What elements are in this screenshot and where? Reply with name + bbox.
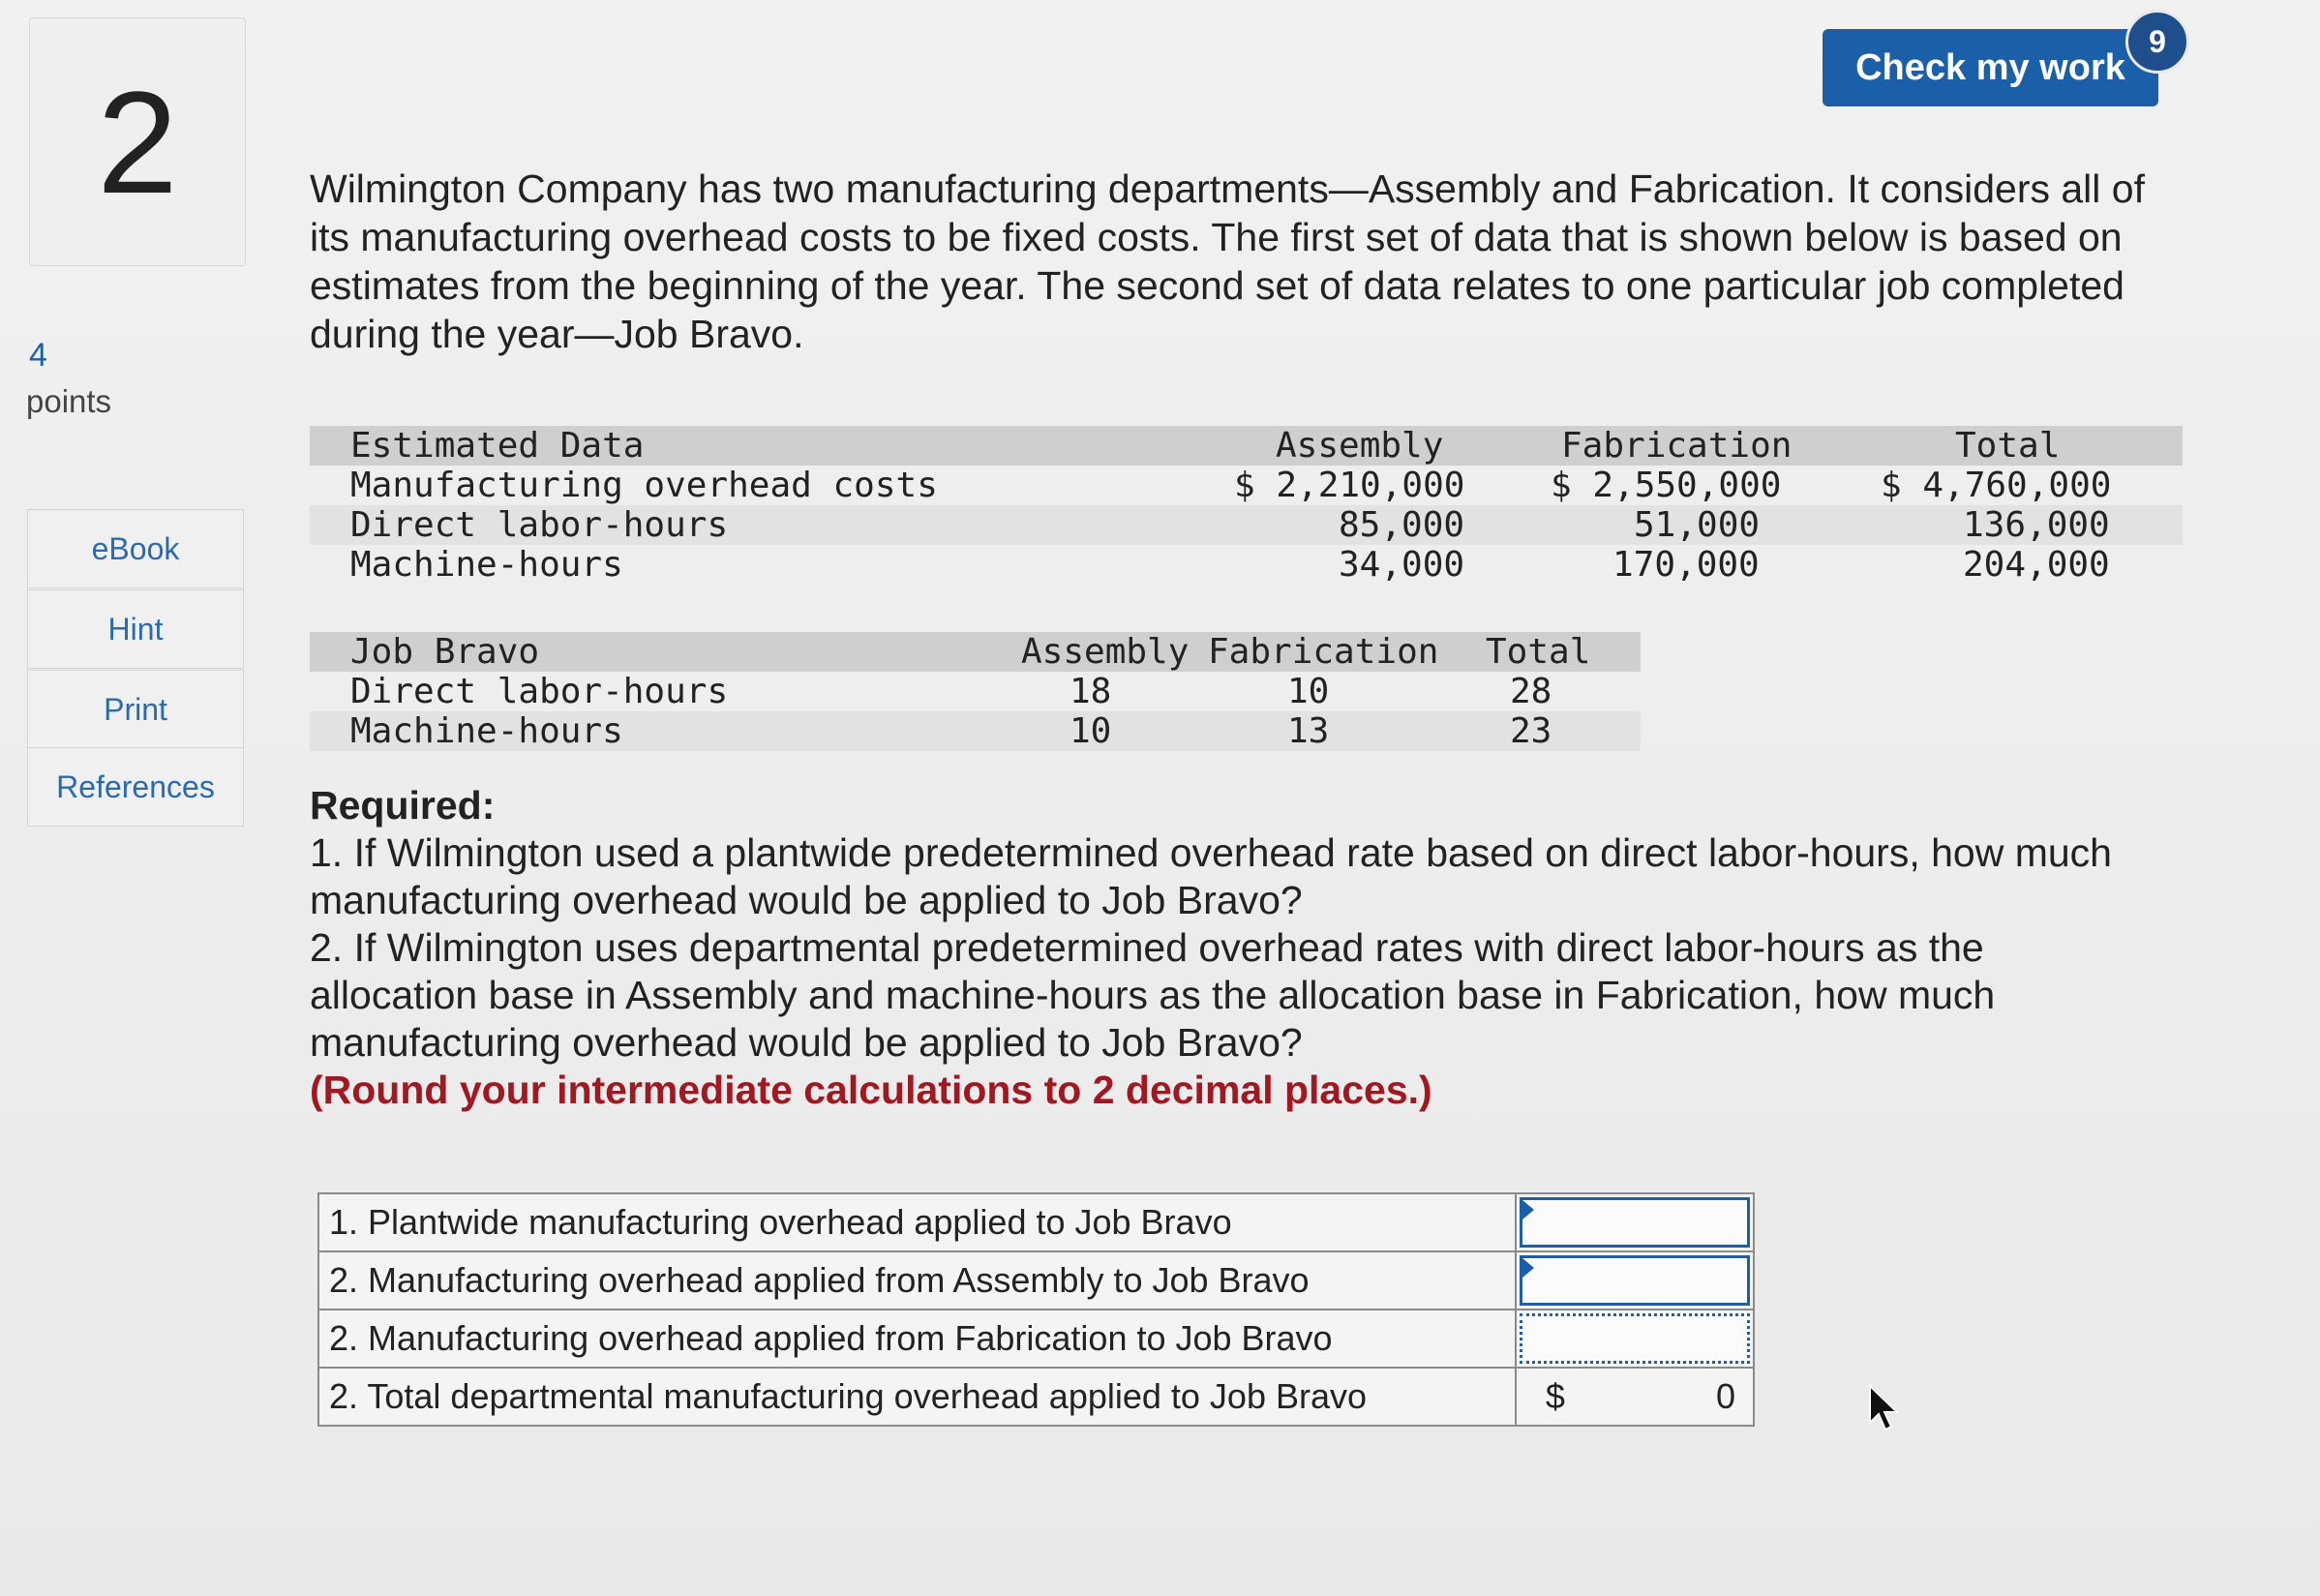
- assembly-value: $ 2,210,000: [1234, 466, 1465, 505]
- fabrication-value: 10: [1287, 672, 1330, 711]
- answer-label: 1. Plantwide manufacturing overhead applied to Job Bravo: [318, 1193, 1516, 1251]
- row-label: Direct labor-hours: [350, 505, 729, 545]
- col-fabrication: Fabrication: [1561, 426, 1793, 466]
- row-label: Machine-hours: [350, 545, 623, 585]
- plantwide-overhead-input[interactable]: [1520, 1197, 1750, 1248]
- question-text: Wilmington Company has two manufacturing departments—Assembly and Fabrication. It considers all of its manufacturing overhead costs to be fixed costs. The first set of data that is shown below is based on estimates from the beginning of the year. The second set of data relates to one particular job completed during the year—Job Bravo.: [310, 166, 2145, 356]
- col-total: Total: [1486, 632, 1591, 672]
- print-button[interactable]: Print: [27, 670, 244, 749]
- table-header-row: [310, 426, 2183, 466]
- question-number-box: [29, 17, 246, 266]
- estimated-title: Estimated Data: [350, 426, 645, 466]
- fabrication-value: 13: [1287, 711, 1330, 751]
- assembly-value: 34,000: [1339, 545, 1465, 585]
- currency-symbol: $: [1545, 1376, 1565, 1416]
- table-row: [318, 1251, 1754, 1310]
- fabrication-value: 51,000: [1634, 505, 1761, 545]
- row-label: Manufacturing overhead costs: [350, 466, 938, 505]
- required-item-2: 2. If Wilmington uses departmental predetermined overhead rates with direct labor-hours as the allocation base in Assembly and machine-hours as the allocation base in Fabrication, how much manufacturing overhead would be applied to Job Bravo?: [310, 925, 1996, 1065]
- answer-cell: [1516, 1251, 1754, 1310]
- required-section: [310, 782, 2149, 1114]
- answer-label: 2. Manufacturing overhead applied from Fabrication to Job Bravo: [318, 1310, 1516, 1368]
- total-value: 0: [1715, 1376, 1735, 1416]
- total-cell: [1516, 1368, 1754, 1426]
- assembly-value: 85,000: [1339, 505, 1465, 545]
- check-my-work-button[interactable]: Check my work: [1823, 29, 2158, 106]
- active-marker-icon: [1522, 1258, 1534, 1278]
- required-item-1: 1. If Wilmington used a plantwide predetermined overhead rate based on direct labor-hours, how much manufacturing overhead would be applied to Job Bravo?: [310, 830, 2112, 922]
- col-total: Total: [1955, 426, 2061, 466]
- total-value: 204,000: [1963, 545, 2110, 585]
- required-title: Required:: [310, 783, 496, 828]
- table-row: [310, 711, 1641, 751]
- hint-button[interactable]: Hint: [27, 589, 244, 669]
- table-row: [310, 505, 2183, 545]
- ebook-button[interactable]: eBook: [27, 509, 244, 588]
- total-value: 136,000: [1963, 505, 2110, 545]
- table-row: [318, 1368, 1754, 1426]
- answer-cell: [1516, 1310, 1754, 1368]
- active-marker-icon: [1522, 1200, 1534, 1220]
- table-row: [310, 545, 2183, 585]
- references-button[interactable]: References: [27, 747, 244, 827]
- total-value: 28: [1510, 672, 1552, 711]
- table-row: [310, 672, 1641, 711]
- col-assembly: Assembly: [1276, 426, 1444, 466]
- answer-label: 2. Total departmental manufacturing overhead applied to Job Bravo: [318, 1368, 1516, 1426]
- fabrication-value: $ 2,550,000: [1551, 466, 1782, 505]
- answer-table: [317, 1192, 1755, 1427]
- total-departmental-overhead: [1517, 1369, 1753, 1425]
- assembly-overhead-input[interactable]: [1520, 1255, 1750, 1306]
- answer-cell: [1516, 1193, 1754, 1251]
- row-label: Direct labor-hours: [350, 672, 729, 711]
- table-row: [310, 466, 2183, 505]
- table-header-row: [310, 632, 1641, 672]
- table-row: [318, 1193, 1754, 1251]
- col-assembly: Assembly: [1021, 632, 1190, 672]
- check-attempts-badge: 9: [2125, 10, 2189, 74]
- col-fabrication: Fabrication: [1208, 632, 1439, 672]
- total-value: $ 4,760,000: [1881, 466, 2112, 505]
- answer-label: 2. Manufacturing overhead applied from Assembly to Job Bravo: [318, 1251, 1516, 1310]
- job-title: Job Bravo: [350, 632, 540, 672]
- rounding-note: (Round your intermediate calculations to 2 decimal places.): [310, 1068, 1432, 1112]
- fabrication-overhead-input[interactable]: [1520, 1313, 1750, 1364]
- assembly-value: 18: [1070, 672, 1112, 711]
- job-bravo-table: [310, 632, 1641, 751]
- mouse-cursor-icon: [1868, 1384, 1901, 1432]
- total-value: 23: [1510, 711, 1552, 751]
- question-number: 2: [97, 60, 178, 224]
- assembly-value: 10: [1070, 711, 1112, 751]
- row-label: Machine-hours: [350, 711, 623, 751]
- points-label: points: [26, 383, 112, 419]
- table-row: [318, 1310, 1754, 1368]
- estimated-data-table: [310, 426, 2183, 585]
- fabrication-value: 170,000: [1612, 545, 1760, 585]
- points-value: 4: [29, 337, 47, 374]
